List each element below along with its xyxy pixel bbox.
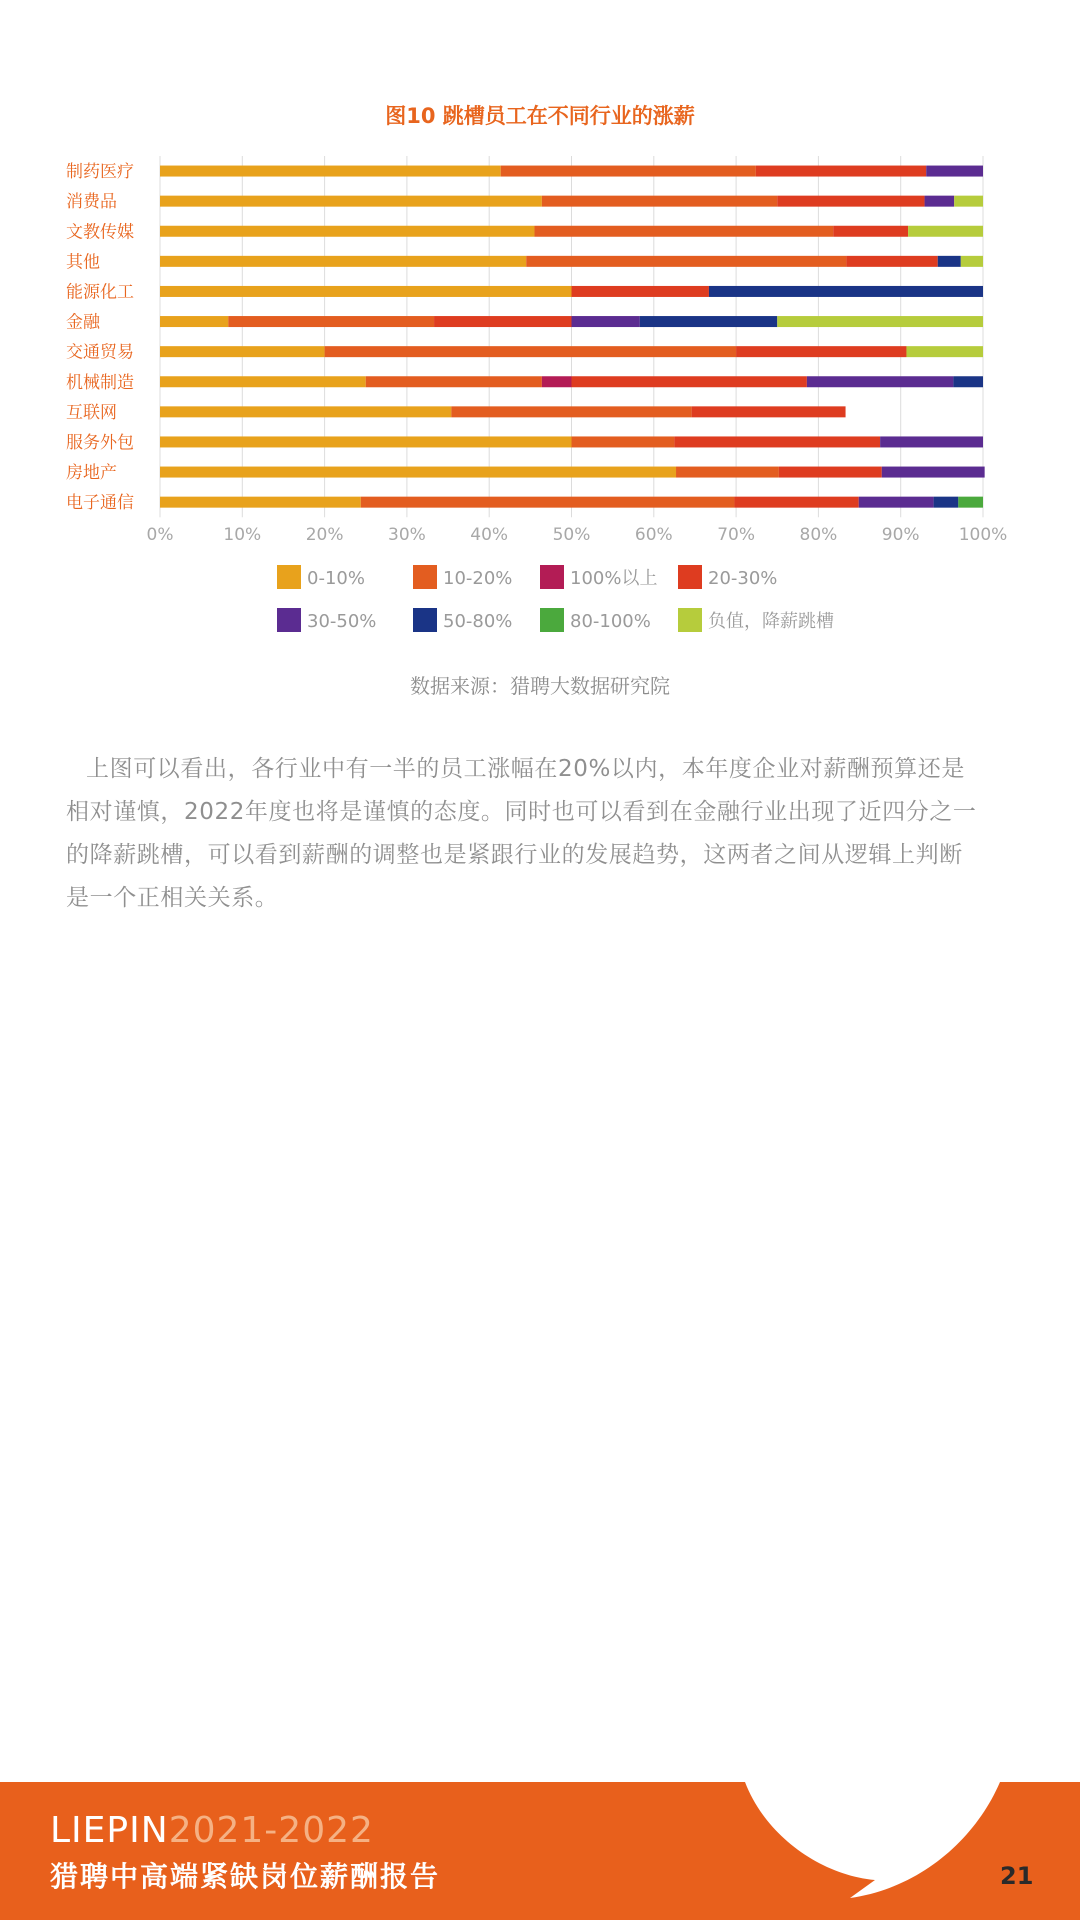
bar-segment <box>160 436 572 447</box>
category-label: 房地产 <box>66 463 117 484</box>
bar-segment <box>779 467 882 478</box>
bar-segment <box>709 286 983 297</box>
bar-segment <box>160 467 676 478</box>
bar-segment <box>692 406 846 417</box>
x-tick-label: 60% <box>634 525 673 546</box>
bar-segment <box>676 467 779 478</box>
bar-segment <box>160 166 501 177</box>
bar-segment <box>938 256 961 267</box>
x-axis-ticks <box>147 525 1008 545</box>
bar-segment <box>906 346 983 357</box>
category-label: 能源化工 <box>66 282 134 303</box>
body-paragraph: 上图可以看出，各行业中有一半的员工涨幅在20%以内，本年度企业对薪酬预算还是相对谨慎，2022年度也将是谨慎的态度。同时也可以看到在金融行业出现了近四分之一的降薪跳槽，可以看到薪酬的调整也是紧跟行业的发展趋势，这两者之间从逻辑上判断是一个正相关关系。 <box>66 756 977 911</box>
bar-segment <box>160 376 366 387</box>
bar-segment <box>926 166 983 177</box>
legend-swatch <box>678 608 702 632</box>
bar-segment <box>756 166 926 177</box>
category-label: 制药医疗 <box>66 162 134 183</box>
bar-segment <box>434 316 571 327</box>
legend-swatch <box>277 565 301 589</box>
stacked-bar-chart <box>0 150 1080 640</box>
brand-name: LIEPIN <box>50 1810 169 1851</box>
bar-segment <box>160 286 572 297</box>
bar-segment <box>325 346 736 357</box>
footer-background <box>0 1782 1080 1920</box>
bar-segment <box>534 226 833 237</box>
x-tick-label: 80% <box>799 525 838 546</box>
bar-segment <box>572 316 640 327</box>
bar-segment <box>542 376 572 387</box>
legend-label: 80-100% <box>570 611 651 632</box>
bar-segment <box>366 376 542 387</box>
legend-label: 30-50% <box>307 611 377 632</box>
bar-segment <box>228 316 434 327</box>
chart-title: 图10 跳槽员工在不同行业的涨薪 <box>385 104 695 128</box>
report-years: 2021-2022 <box>168 1810 374 1851</box>
bar-segment <box>734 497 858 508</box>
legend-label: 10-20% <box>443 568 513 589</box>
bar-segment <box>160 256 526 267</box>
bar-segment <box>542 196 777 207</box>
bar-segment <box>572 376 807 387</box>
bar-segment <box>160 196 542 207</box>
chart-bars <box>160 166 985 508</box>
bar-segment <box>777 316 983 327</box>
bar-segment <box>736 346 906 357</box>
bar-segment <box>572 286 709 297</box>
legend-label: 50-80% <box>443 611 513 632</box>
bar-segment <box>961 256 983 267</box>
bar-segment <box>958 497 983 508</box>
bar-segment <box>925 196 955 207</box>
bar-segment <box>846 256 937 267</box>
legend-swatch <box>540 565 564 589</box>
bar-segment <box>859 497 934 508</box>
bar-segment <box>160 316 228 327</box>
x-tick-label: 90% <box>881 525 920 546</box>
x-tick-label: 30% <box>388 525 426 546</box>
bar-segment <box>526 256 846 267</box>
x-tick-label: 70% <box>717 525 755 546</box>
category-label: 其他 <box>66 252 100 273</box>
bar-segment <box>572 436 675 447</box>
x-tick-label: 20% <box>305 525 344 546</box>
category-labels <box>66 162 134 513</box>
category-label: 交通贸易 <box>66 342 134 363</box>
bar-segment <box>833 226 908 237</box>
chart-legend <box>277 565 834 632</box>
legend-swatch <box>413 565 437 589</box>
bar-segment <box>934 497 959 508</box>
category-label: 电子通信 <box>66 493 134 514</box>
category-label: 文教传媒 <box>66 222 134 243</box>
legend-label: 20-30% <box>708 568 778 589</box>
category-label: 服务外包 <box>66 432 134 453</box>
bar-segment <box>777 196 924 207</box>
bar-segment <box>501 166 756 177</box>
bar-segment <box>882 467 985 478</box>
legend-swatch <box>413 608 437 632</box>
category-label: 互联网 <box>66 402 117 423</box>
x-tick-label: 50% <box>552 525 591 546</box>
bar-segment <box>160 406 451 417</box>
category-label: 消费品 <box>66 192 117 213</box>
bar-segment <box>908 226 983 237</box>
bar-segment <box>640 316 777 327</box>
legend-swatch <box>678 565 702 589</box>
x-tick-label: 40% <box>470 525 509 546</box>
report-title: 猎聘中高端紧缺岗位薪酬报告 <box>50 1860 441 1893</box>
bar-segment <box>160 497 361 508</box>
bar-segment <box>953 376 983 387</box>
bar-segment <box>807 376 953 387</box>
chart-grid <box>160 156 983 517</box>
legend-swatch <box>540 608 564 632</box>
bar-segment <box>160 226 534 237</box>
bar-segment <box>880 436 983 447</box>
data-source-note: 数据来源：猎聘大数据研究院 <box>410 674 670 698</box>
legend-swatch <box>277 608 301 632</box>
bar-segment <box>361 497 735 508</box>
legend-label: 0-10% <box>307 568 365 589</box>
bar-segment <box>674 436 880 447</box>
category-label: 金融 <box>66 312 100 333</box>
legend-label: 负值，降薪跳槽 <box>708 611 834 632</box>
brand-logo <box>50 1810 374 1851</box>
page-number: 21 <box>1000 1862 1034 1890</box>
x-tick-label: 10% <box>223 525 262 546</box>
x-tick-label: 0% <box>146 525 174 546</box>
bar-segment <box>451 406 691 417</box>
bar-segment <box>954 196 983 207</box>
x-tick-label: 100% <box>958 525 1008 546</box>
category-label: 机械制造 <box>66 372 134 393</box>
bar-segment <box>160 346 325 357</box>
legend-label: 100%以上 <box>570 568 658 589</box>
